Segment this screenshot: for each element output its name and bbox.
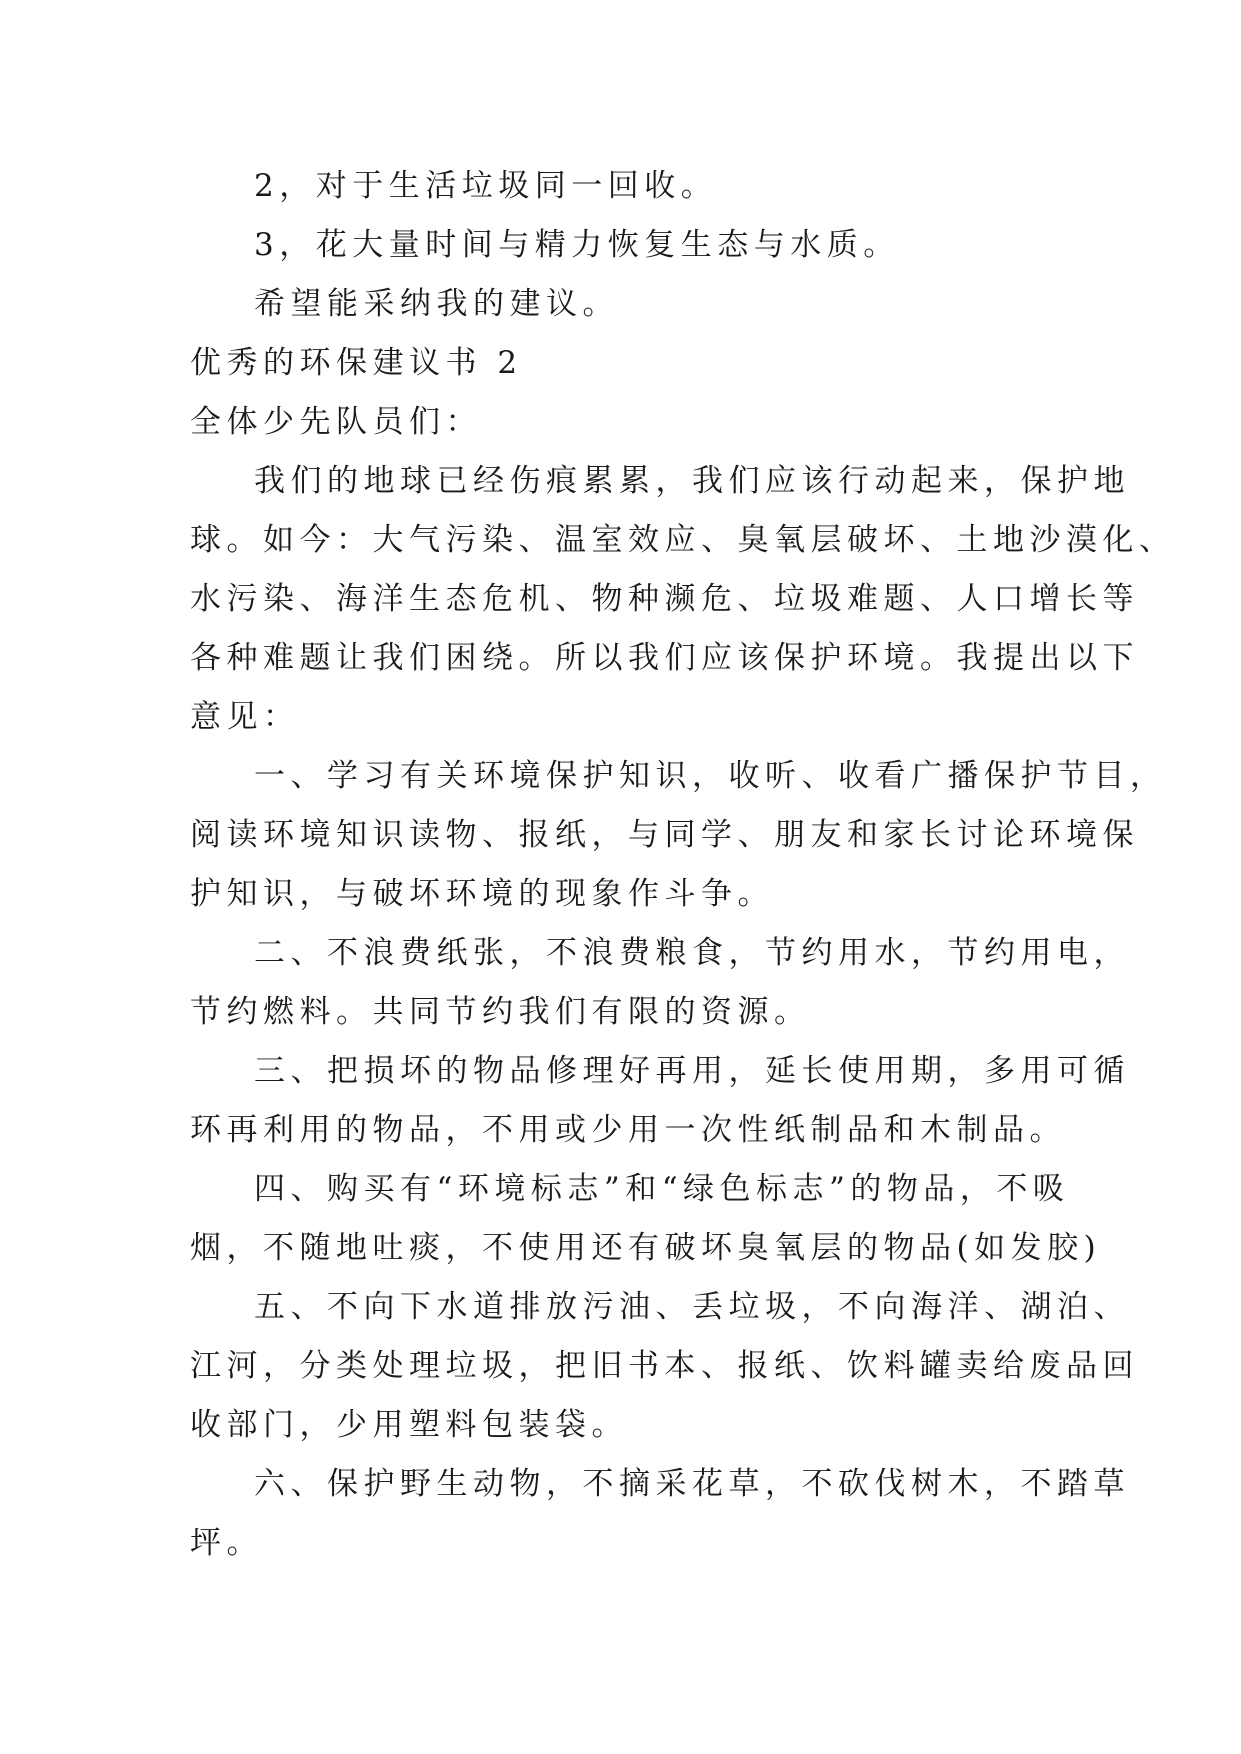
- text-line: 节约燃料。共同节约我们有限的资源。: [190, 994, 811, 1030]
- list-item: 3，花大量时间与精力恢复生态与水质。: [254, 227, 900, 263]
- text-line: 意见：: [190, 699, 300, 735]
- closing-line: 希望能采纳我的建议。: [254, 286, 619, 322]
- text-line: 一、学习有关环境保护知识，收听、收看广播保护节目，: [254, 758, 1167, 794]
- paragraph-item-5: [190, 1278, 1139, 1455]
- text-line: 球。如今：大气污染、温室效应、臭氧层破坏、土地沙漠化、: [190, 522, 1176, 558]
- paragraph-item-1: [190, 747, 1167, 924]
- text-line: 三、把损坏的物品修理好再用，延长使用期，多用可循: [254, 1053, 1130, 1089]
- text-line: 六、保护野生动物，不摘采花草，不砍伐树木，不踏草: [254, 1466, 1130, 1502]
- paragraph-item-3: [190, 1042, 1130, 1160]
- text-line: 各种难题让我们困绕。所以我们应该保护环境。我提出以下: [190, 640, 1139, 676]
- text-line: 五、不向下水道排放污油、丢垃圾，不向海洋、湖泊、: [254, 1289, 1130, 1325]
- text-line: 我们的地球已经伤痕累累，我们应该行动起来，保护地: [254, 463, 1130, 499]
- text-line: 护知识，与破坏环境的现象作斗争。: [190, 876, 774, 912]
- salutation: 全体少先队员们：: [190, 404, 482, 440]
- text-line: 阅读环境知识读物、报纸，与同学、朋友和家长讨论环境保: [190, 817, 1139, 853]
- text-line: 坪。: [190, 1525, 263, 1561]
- paragraph-item-2: [190, 924, 1130, 1042]
- section-heading: 优秀的环保建议书 2: [190, 345, 523, 381]
- text-line: 江河，分类处理垃圾，把旧书本、报纸、饮料罐卖给废品回: [190, 1348, 1139, 1384]
- text-line: 二、不浪费纸张，不浪费粮食，节约用水，节约用电，: [254, 935, 1130, 971]
- text-line: 水污染、海洋生态危机、物种濒危、垃圾难题、人口增长等: [190, 581, 1139, 617]
- list-item: 2，对于生活垃圾同一回收。: [254, 168, 718, 204]
- paragraph-intro: [190, 452, 1176, 747]
- paragraph-item-6: [190, 1455, 1130, 1573]
- text-line: 收部门，少用塑料包装袋。: [190, 1407, 628, 1443]
- text-line: 烟，不随地吐痰，不使用还有破坏臭氧层的物品(如发胶): [190, 1230, 1102, 1266]
- paragraph-item-4: [190, 1160, 1102, 1278]
- text-line: 环再利用的物品，不用或少用一次性纸制品和木制品。: [190, 1112, 1066, 1148]
- text-line: 四、购买有“环境标志”和“绿色标志”的物品，不吸: [254, 1171, 1070, 1207]
- document-page: [190, 157, 1176, 1573]
